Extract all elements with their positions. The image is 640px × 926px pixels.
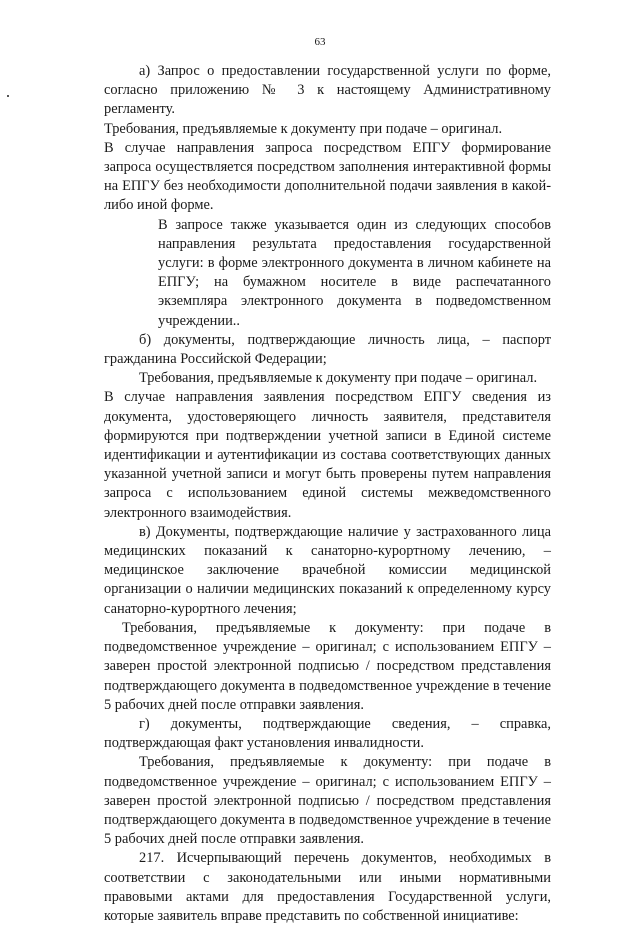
- scan-artifact: [7, 95, 9, 97]
- paragraph-requirements-v: Требования, предъявляемые к документу: при подаче в подведомственное учреждение – оригинал; с использованием ЕПГУ – заверен простой электронной подписью / посредством представления подтверждающего документа в подведомственное учреждение в течение 5 рабочих дней после отправки заявления.: [104, 619, 551, 713]
- paragraph-requirements-original: Требования, предъявляемые к документу при подаче – оригинал.: [104, 120, 503, 137]
- paragraph-item-b: б) документы, подтверждающие личность лица, – паспорт гражданина Российской Федерации;: [104, 331, 551, 368]
- paragraph-epgu-request: В случае направления запроса посредством ЕПГУ формирование запроса осуществляется посредством заполнения интерактивной формы на ЕПГУ без необходимости дополнительной подачи заявления в какой-либо иной форме.: [104, 139, 551, 214]
- paragraph-item-v: в) Документы, подтверждающие наличие у застрахованного лица медицинских показаний к санаторно-курортному лечению, – медицинское заключение врачебной комиссии медицинской организации о наличии медицинских показаний к определенному курсу санаторно-курортного лечения;: [104, 523, 551, 617]
- document-body: [104, 62, 551, 926]
- paragraph-identity-verification: В случае направления заявления посредством ЕПГУ сведения из документа, удостоверяющего личность заявителя, представителя формируются при подтверждении учетной записи в Единой системе идентификации и аутентификации из состава соответствующих данных указанной учетной записи и могут быть проверены путем направления запроса с использованием единой системы межведомственного электронного взаимодействия.: [104, 389, 551, 521]
- paragraph-requirements-g: Требования, предъявляемые к документу: при подаче в подведомственное учреждение – оригинал; с использованием ЕПГУ – заверен простой электронной подписью / посредством представления подтверждающего документа в подведомственное учреждение в течение 5 рабочих дней после отправки заявления.: [104, 754, 551, 848]
- page-number: 63: [314, 36, 326, 48]
- paragraph-item-a: а) Запрос о предоставлении государственной услуги по форме, согласно приложению № 3 к настоящему Административному регламенту.: [104, 63, 551, 118]
- paragraph-217: 217. Исчерпывающий перечень документов, необходимых в соответствии с законодательными или иными нормативными правовыми актами для предоставления Государственной услуги, которые заявитель вправе представить по собственной инициативе:: [104, 850, 551, 924]
- paragraph-item-g: г) документы, подтверждающие сведения, – справка, подтверждающая факт установления инвалидности.: [104, 715, 551, 752]
- paragraph-requirements-original-b: Требования, предъявляемые к документу при подаче – оригинал.: [139, 370, 538, 387]
- paragraph-result-delivery-method: В запросе также указывается один из следующих способов направления результата предоставления государственной услуги: в форме электронного документа в личном кабинете на ЕПГУ; на бумажном носителе в виде распечатанного экземпляра электронного документа в подведомственном учреждении..: [158, 216, 551, 329]
